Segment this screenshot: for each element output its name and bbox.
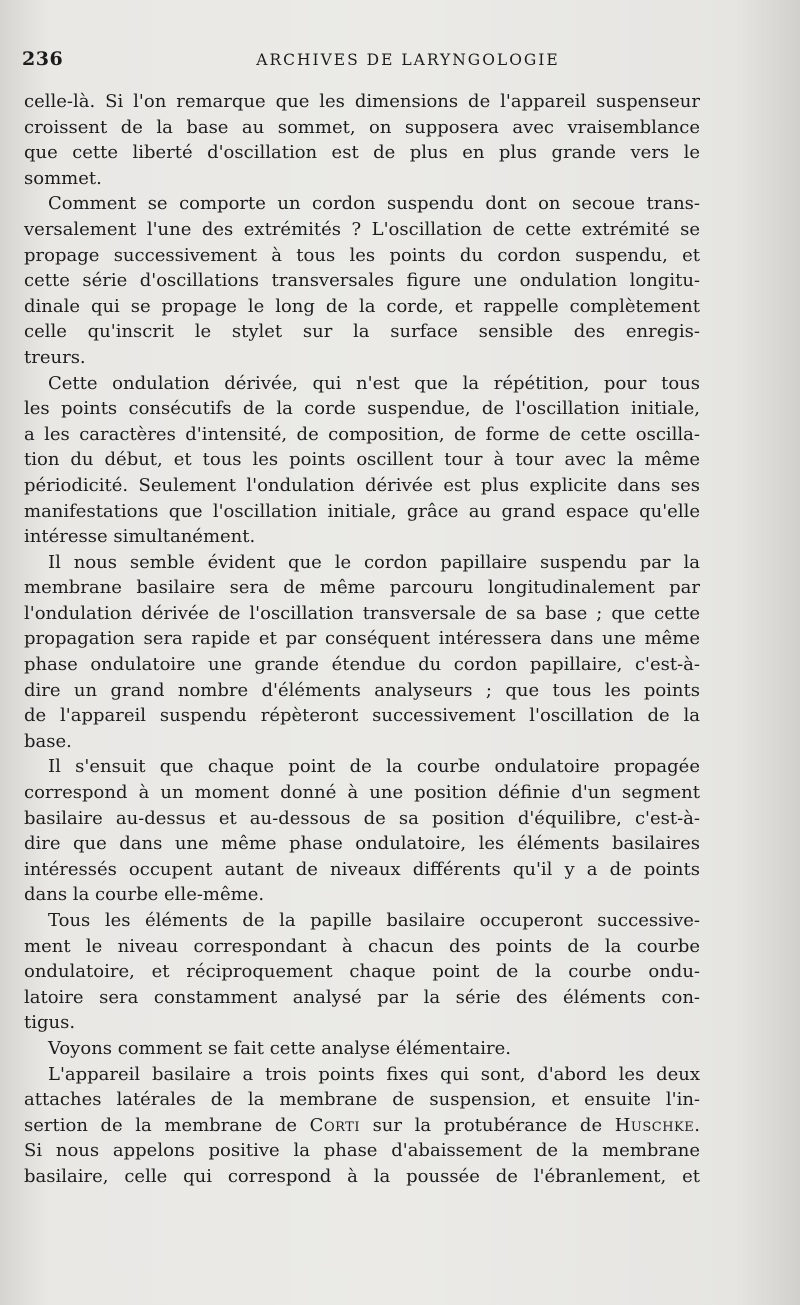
text-fragment: . <box>694 1114 700 1136</box>
paragraph <box>24 1036 700 1062</box>
text-line: attaches latérales de la membrane de suspension, et ensuite l'in- <box>24 1089 700 1111</box>
text-line: cette série d'oscillations transversales figure une ondulation longitu- <box>24 270 700 292</box>
text-line: tion du début, et tous les points oscillent tour à tour avec la même <box>24 449 700 471</box>
text-line: dinale qui se propage le long de la corde, et rappelle complètement <box>24 295 700 317</box>
text-line: intéresse simultanément. <box>24 526 256 548</box>
text-line: membrane basilaire sera de même parcouru longitudinalement par <box>24 577 700 599</box>
text-line: Voyons comment se fait cette analyse élémentaire. <box>48 1037 511 1059</box>
page-number: 236 <box>22 48 64 70</box>
text-line: ondulatoire, et réciproquement chaque point de la courbe ondu- <box>24 961 700 983</box>
text-line: base. <box>24 730 72 752</box>
text-line: intéressés occupent autant de niveaux différents qu'il y a de points <box>24 858 700 880</box>
text-line: correspond à un moment donné à une position définie d'un segment <box>24 782 700 804</box>
text-line: manifestations que l'oscillation initiale, grâce au grand espace qu'elle <box>24 500 700 522</box>
text-line: que cette liberté d'oscillation est de plus en plus grande vers le <box>24 142 700 164</box>
body-text <box>24 89 700 1190</box>
paragraph <box>24 550 700 755</box>
author-name-huschke: Huschke <box>614 1114 695 1136</box>
paragraph <box>24 371 700 550</box>
text-line: l'ondulation dérivée de l'oscillation transversale de sa base ; que cette <box>24 602 700 624</box>
text-line: dire un grand nombre d'éléments analyseurs ; que tous les points <box>24 679 700 701</box>
paragraph <box>24 191 700 370</box>
text-line: propagation sera rapide et par conséquent intéressera dans une même <box>24 628 700 650</box>
text-line: basilaire au-dessus et au-dessous de sa position d'équilibre, c'est-à- <box>24 807 700 829</box>
text-line: Il s'ensuit que chaque point de la courbe ondulatoire propagée <box>48 756 700 778</box>
text-line: dans la courbe elle-même. <box>24 884 265 906</box>
text-line: dire que dans une même phase ondulatoire, les éléments basilaires <box>24 833 700 855</box>
text-line: propage successivement à tous les points du cordon suspendu, et <box>24 244 700 266</box>
text-line: croissent de la base au sommet, on supposera avec vraisemblance <box>24 116 700 138</box>
text-line: tigus. <box>24 1012 76 1034</box>
text-line: treurs. <box>24 346 86 368</box>
text-line: Il nous semble évident que le cordon papillaire suspendu par la <box>48 551 700 573</box>
text-line: versalement l'une des extrémités ? L'oscillation de cette extrémité se <box>24 218 700 240</box>
running-title: ARCHIVES DE LARYNGOLOGIE <box>256 51 560 69</box>
text-line: périodicité. Seulement l'ondulation dérivée est plus explicite dans ses <box>24 474 700 496</box>
text-line: celle-là. Si l'on remarque que les dimensions de l'appareil suspenseur <box>24 91 700 112</box>
author-name-corti: Corti <box>309 1114 360 1136</box>
text-line: de l'appareil suspendu répèteront successivement l'oscillation de la <box>24 705 700 727</box>
text-line: latoire sera constamment analysé par la série des éléments con- <box>24 986 700 1008</box>
text-line: basilaire, celle qui correspond à la poussée de l'ébranlement, et <box>24 1165 700 1187</box>
text-line: Tous les éléments de la papille basilaire occuperont successive- <box>48 910 700 931</box>
paragraph <box>24 89 700 191</box>
text-line: ment le niveau correspondant à chacun des points de la courbe <box>24 935 700 957</box>
text-line: Cette ondulation dérivée, qui n'est que la répétition, pour tous <box>48 372 700 394</box>
paragraph <box>24 1062 700 1190</box>
text-line: Si nous appelons positive la phase d'abaissement de la membrane <box>24 1140 700 1162</box>
text-line: Comment se comporte un cordon suspendu dont on secoue trans- <box>48 193 700 215</box>
paragraph <box>24 754 700 908</box>
text-line: a les caractères d'intensité, de composition, de forme de cette oscilla- <box>24 423 700 445</box>
paragraph <box>24 908 700 1036</box>
text-fragment: sur la protubérance de <box>359 1114 615 1136</box>
text-fragment: sertion de la membrane de <box>24 1114 310 1136</box>
text-line: les points consécutifs de la corde suspendue, de l'oscillation initiale, <box>24 398 700 420</box>
text-line <box>24 1113 700 1139</box>
page-header <box>22 48 782 78</box>
text-line: L'appareil basilaire a trois points fixes qui sont, d'abord les deux <box>48 1063 700 1085</box>
text-line: sommet. <box>24 167 102 189</box>
text-line: phase ondulatoire une grande étendue du cordon papillaire, c'est-à- <box>24 654 700 676</box>
text-line: celle qu'inscrit le stylet sur la surface sensible des enregis- <box>24 321 700 343</box>
